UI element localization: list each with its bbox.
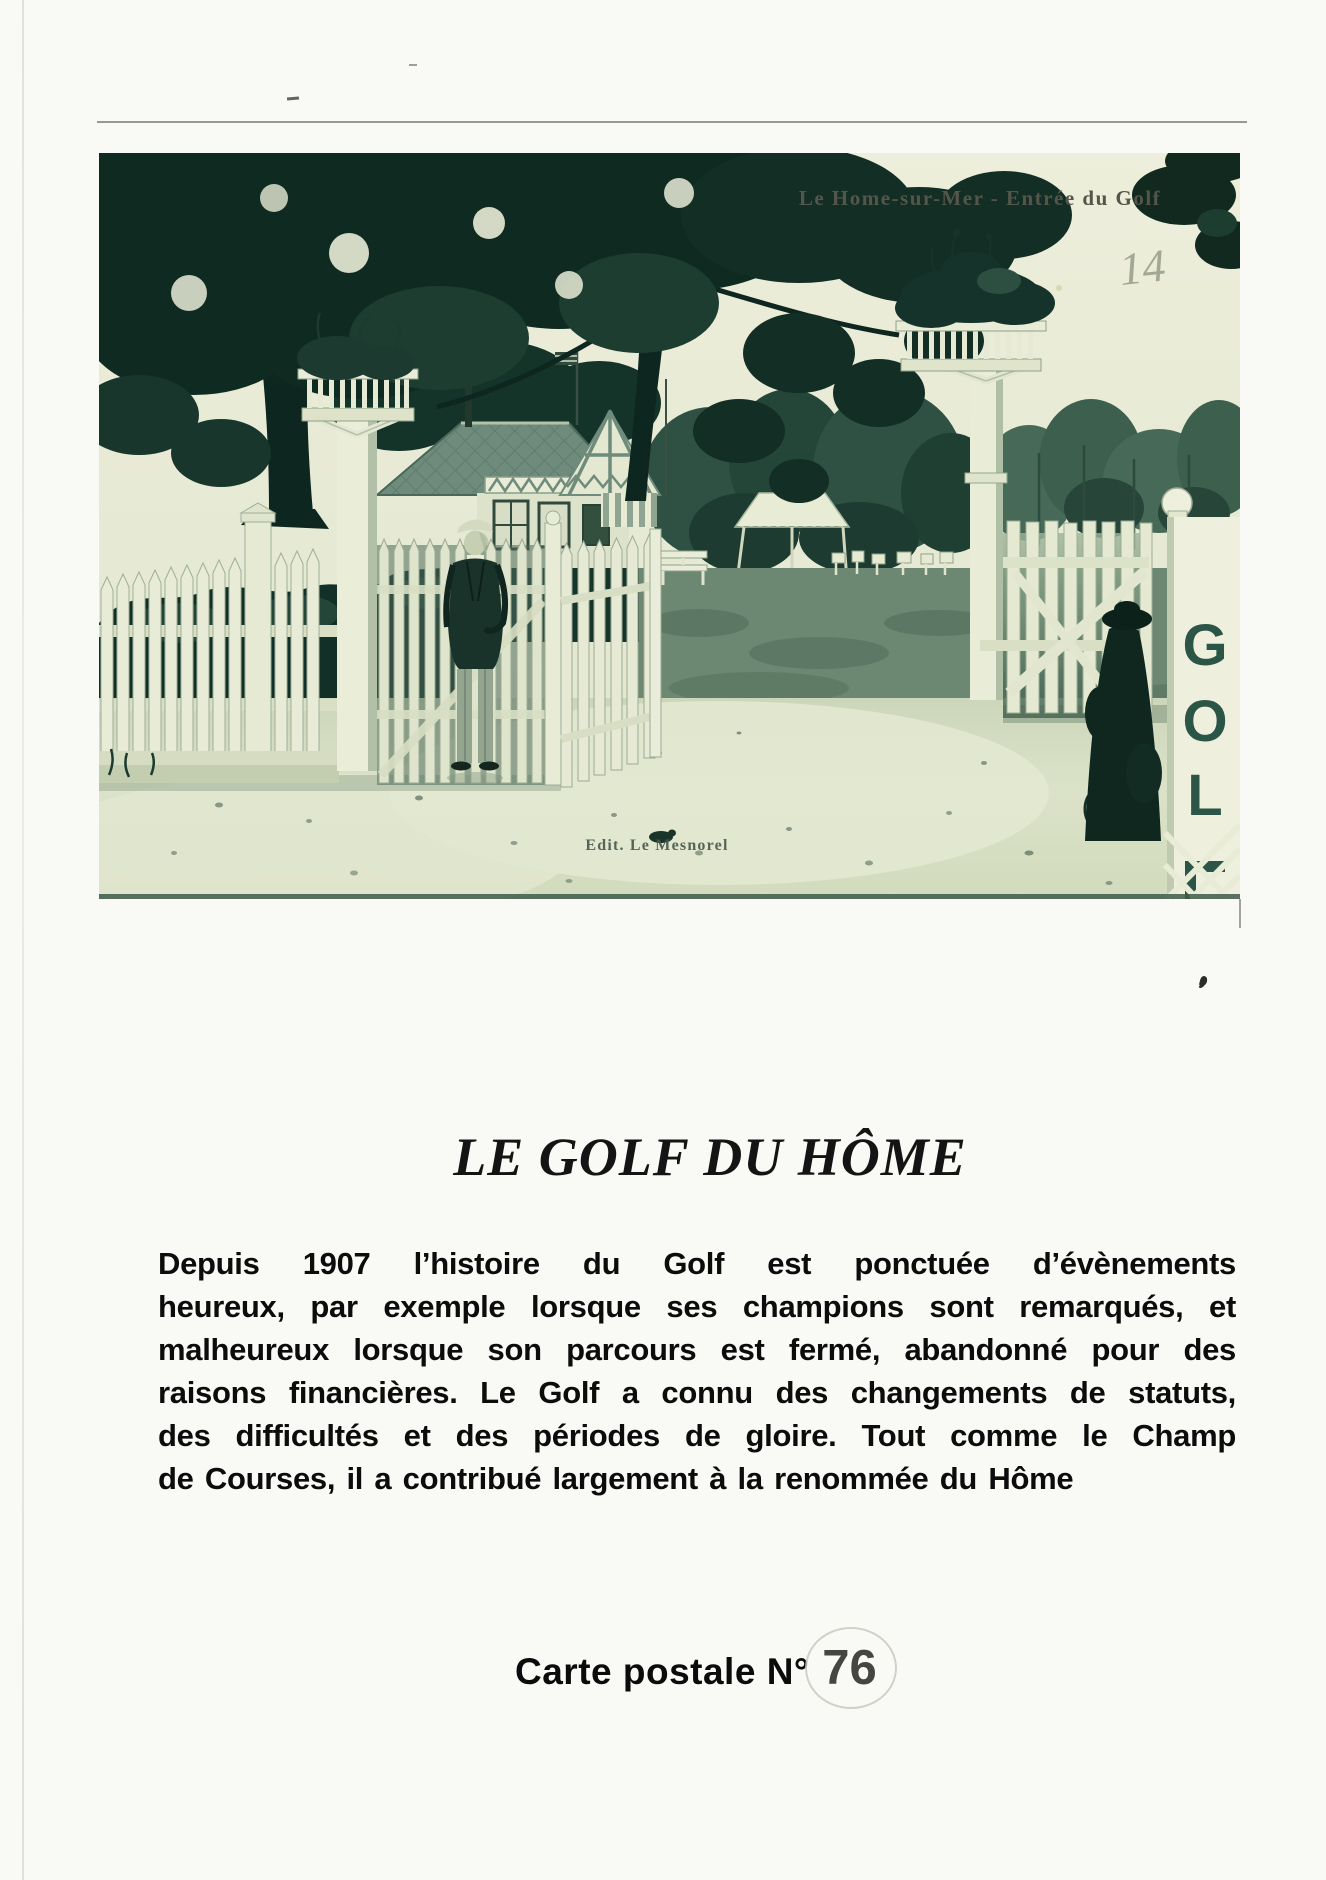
body-line: raisons financières. Le Golf a connu des changements de statuts, <box>158 1375 1236 1410</box>
gate-sign-letter: O <box>1182 689 1228 754</box>
body-line: de Courses, il a contribué largement à la renommée du Hôme <box>158 1461 1074 1496</box>
svg-text:14: 14 <box>1116 239 1168 295</box>
postcard-photo-illustration <box>99 153 1240 899</box>
footer-label: Carte postale N° <box>515 1651 810 1692</box>
gate-sign-letter: L <box>1187 763 1223 828</box>
body-line: Depuis 1907 l’histoire du Golf est ponctuée d’évènements <box>158 1246 1236 1281</box>
golf-sign-panel <box>1162 488 1240 899</box>
article-body <box>158 1242 1236 1500</box>
scan-speck <box>1199 975 1208 986</box>
body-line: des difficultés et des périodes de gloire. Tout comme le Champ <box>158 1418 1236 1453</box>
page-title: LE GOLF DU HÔME <box>453 1127 967 1187</box>
postcard-caption: Le Home-sur-Mer - Entrée du Golf <box>798 186 1162 210</box>
postcard-top-edge-line <box>97 121 1247 123</box>
publisher-credit: Edit. Le Mesnorel <box>585 837 729 854</box>
scan-speck <box>409 64 417 66</box>
postcard-right-edge-line <box>1239 899 1241 928</box>
photo-bottom-edge <box>99 894 1240 899</box>
postcard-number <box>822 1640 877 1696</box>
body-line: heureux, par exemple lorsque ses champions sont remarqués, et <box>158 1289 1236 1324</box>
footer-caption <box>515 1640 877 1696</box>
postcard <box>99 153 1240 899</box>
footer-number-value: 76 <box>822 1641 877 1695</box>
scan-edge-shadow <box>22 0 24 1880</box>
scan-speck <box>287 96 299 100</box>
number-circle <box>805 1627 897 1709</box>
body-line: malheureux lorsque son parcours est fermé, abandonné pour des <box>158 1332 1236 1367</box>
gate-sign-letter: G <box>1182 613 1228 678</box>
